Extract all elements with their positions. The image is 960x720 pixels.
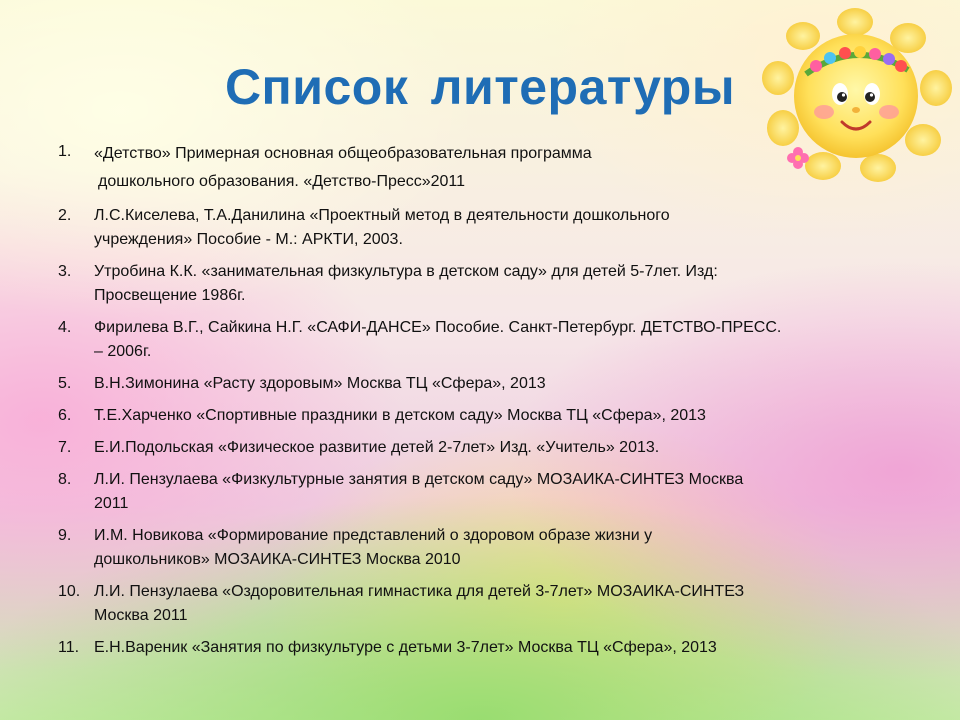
list-item-number: 7. xyxy=(58,439,72,456)
list-item-text: Е.Н.Вареник «Занятия по физкультуре с детьми 3-7лет» Москва ТЦ «Сфера», 2013 xyxy=(94,639,717,656)
list-item-text: Л.И. Пензулаева «Физкультурные занятия в детском саду» МОЗАИКА-СИНТЕЗ Москва xyxy=(94,471,744,488)
list-item xyxy=(58,636,918,660)
list-item xyxy=(58,580,918,628)
list-item xyxy=(58,468,918,516)
list-item-text: учреждения» Пособие - М.: АРКТИ, 2003. xyxy=(94,231,403,248)
list-item xyxy=(58,436,918,460)
list-item-text: Утробина К.К. «занимательная физкультура в детском саду» для детей 5-7лет. Изд: xyxy=(94,263,718,280)
list-item-text: дошкольников» МОЗАИКА-СИНТЕЗ Москва 2010 xyxy=(94,551,461,568)
literature-list xyxy=(58,140,918,668)
list-item-text: Е.И.Подольская «Физическое развитие детей 2-7лет» Изд. «Учитель» 2013. xyxy=(94,439,660,456)
list-item-number: 6. xyxy=(58,407,72,424)
list-item-text: Т.Е.Харченко «Спортивные праздники в детском саду» Москва ТЦ «Сфера», 2013 xyxy=(94,407,706,424)
list-item-text: 2011 xyxy=(94,495,129,512)
list-item xyxy=(58,404,918,428)
list-item-number: 2. xyxy=(58,207,72,224)
list-item-text: Москва 2011 xyxy=(94,607,188,624)
list-item-number: 1. xyxy=(58,143,72,160)
list-item-text: – 2006г. xyxy=(94,343,152,360)
list-item-text: Л.С.Киселева, Т.А.Данилина «Проектный метод в деятельности дошкольного xyxy=(94,207,670,224)
list-item-number: 8. xyxy=(58,471,72,488)
list-item-number: 11. xyxy=(58,639,80,656)
slide-title: Список литературы xyxy=(224,59,736,115)
list-item xyxy=(58,204,918,252)
list-item xyxy=(58,524,918,572)
list-item xyxy=(58,316,918,364)
list-item-text: Фирилева В.Г., Сайкина Н.Г. «САФИ-ДАНСЕ» Пособие. Санкт-Петербург. ДЕТСТВО-ПРЕСС. xyxy=(94,319,782,336)
list-item-text: дошкольного образования. «Детство-Пресс»2011 xyxy=(98,173,466,190)
list-item xyxy=(58,260,918,308)
list-item-text: И.М. Новикова «Формирование представлений о здоровом образе жизни у xyxy=(94,527,653,544)
list-item xyxy=(58,140,918,196)
list-item-number: 4. xyxy=(58,319,72,336)
list-item-number: 5. xyxy=(58,375,72,392)
list-item-text: «Детство» Примерная основная общеобразовательная программа xyxy=(94,145,592,162)
list-item-text: Просвещение 1986г. xyxy=(94,287,246,304)
list-item-number: 10. xyxy=(58,583,81,600)
list-item-text: Л.И. Пензулаева «Оздоровительная гимнастика для детей 3-7лет» МОЗАИКА-СИНТЕЗ xyxy=(94,583,745,600)
list-item-number: 9. xyxy=(58,527,72,544)
list-item xyxy=(58,372,918,396)
list-item-number: 3. xyxy=(58,263,72,280)
list-item-text: В.Н.Зимонина «Расту здоровым» Москва ТЦ «Сфера», 2013 xyxy=(94,375,546,392)
